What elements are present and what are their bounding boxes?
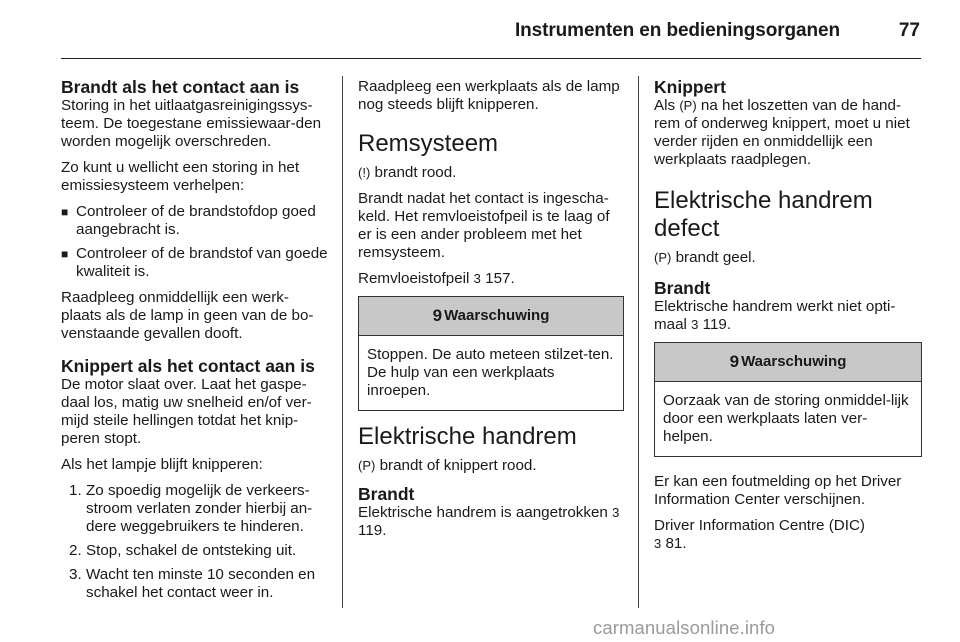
warning-body (359, 336, 623, 410)
column-divider-2 (638, 76, 639, 608)
header-rule (61, 58, 921, 59)
section-heading: Brandt als het contact aan is (61, 77, 300, 97)
section-heading: Brandt (358, 484, 415, 504)
column-2 (358, 78, 624, 548)
numbered-list (61, 482, 329, 602)
warning-box (654, 342, 922, 457)
warning-text: Stoppen. De auto meteen stilzet-ten. De hulp van een werkplaats inroepen. (367, 346, 614, 399)
paragraph (654, 298, 922, 334)
bullet-list (61, 203, 329, 281)
page-header-title: Instrumenten en bedieningsorganen (514, 20, 840, 41)
list-item (61, 566, 329, 602)
step-text: Stop, schakel de ontsteking uit. (86, 542, 297, 559)
warning-header (359, 297, 623, 336)
reference-page: 119. (358, 522, 387, 539)
list-item-text: Controleer of de brandstofdop goed aangebracht is. (76, 203, 316, 238)
paragraph (358, 504, 624, 540)
section-heading-large: Elektrische handrem (358, 423, 577, 450)
paragraph-text: na het loszetten van de hand-rem of onderweg knippert, moet u niet verder rijden en onmiddellijk een werkplaats raadplegen. (654, 97, 910, 168)
warning-title: Waarschuwing (741, 353, 847, 370)
reference-page: 119. (702, 316, 732, 333)
warning-triangle-icon: 9 (432, 306, 443, 325)
page-number: 77 (898, 20, 920, 41)
bullet-icon: ■ (61, 205, 69, 219)
paragraph: Zo kunt u wellicht een storing in het emissiesysteem verhelpen: (61, 159, 300, 194)
reference-label: Remvloeistofpeil (358, 270, 470, 287)
page-ref-arrow-icon: 3 (691, 317, 699, 332)
list-item-text: Controleer of de brandstof van goede kwaliteit is. (76, 245, 328, 280)
section-heading-large: Elektrische handrem defect (654, 187, 873, 242)
warning-text: Oorzaak van de storing onmiddel-lijk door een werkplaats laten ver-helpen. (663, 392, 909, 445)
parking-brake-icon: (P) (358, 458, 376, 473)
parking-brake-icon: (P) (679, 98, 697, 113)
list-item (61, 482, 329, 536)
paragraph: Storing in het uitlaatgasreinigingssys-teem. De toegestane emissiewaar-den worden mogelijk overschreden. (61, 97, 322, 150)
paragraph (358, 164, 624, 182)
section-heading: Knippert als het contact aan is (61, 356, 315, 376)
warning-body (655, 382, 921, 456)
paragraph: Als het lampje blijft knipperen: (61, 456, 263, 473)
section-heading: Brandt (654, 278, 711, 298)
warning-title: Waarschuwing (444, 307, 550, 324)
paragraph: Er kan een foutmelding op het Driver Information Center verschijnen. (654, 473, 902, 508)
warning-box (358, 296, 624, 411)
paragraph (654, 97, 922, 169)
column-3 (654, 78, 922, 561)
page-ref-arrow-icon: 3 (612, 505, 620, 520)
status-text: brandt geel. (671, 249, 756, 266)
parking-brake-icon: (P) (654, 250, 672, 265)
column-divider-1 (342, 76, 343, 608)
section-heading: Knippert (654, 77, 726, 97)
paragraph (358, 457, 624, 475)
step-text: Zo spoedig mogelijk de verkeers-stroom verlaten zonder hierbij an-dere weggebruikers te hinderen. (86, 482, 313, 535)
list-item (61, 245, 329, 281)
paragraph (358, 270, 624, 288)
status-text: brandt rood. (370, 164, 457, 181)
step-number: 1. (69, 482, 82, 499)
step-text: Wacht ten minste 10 seconden en schakel het contact weer in. (86, 566, 316, 601)
section-heading-large: Remsysteem (358, 130, 499, 157)
page-ref-arrow-icon: 3 (473, 271, 481, 286)
paragraph-text: Als (654, 97, 680, 114)
paragraph: Raadpleeg een werkplaats als de lamp nog steeds blijft knipperen. (358, 78, 620, 113)
reference-page: 157. (485, 270, 515, 287)
warning-triangle-icon: 9 (729, 352, 740, 371)
step-number: 3. (69, 566, 82, 583)
watermark: carmanualsonline.info (593, 617, 776, 638)
paragraph: De motor slaat over. Laat het gaspe-daal los, matig uw snelheid en/of ver-mijd steile hellingen totdat het knip-peren stopt. (61, 376, 312, 447)
brake-warning-icon: (!) (358, 165, 371, 180)
paragraph: Brandt nadat het contact is ingescha-keld. Het remvloeistofpeil is te laag of er is een ander probleem met het remsysteem. (358, 190, 610, 261)
paragraph (654, 517, 922, 553)
reference-label: Driver Information Centre (DIC) (654, 517, 865, 534)
list-item (61, 542, 329, 560)
paragraph-text: Elektrische handrem is aangetrokken (358, 504, 608, 521)
step-number: 2. (69, 542, 82, 559)
reference-page: 81. (665, 535, 687, 552)
column-1 (61, 78, 329, 610)
paragraph-text: Elektrische handrem werkt niet opti-maal (654, 298, 896, 333)
paragraph (654, 249, 922, 267)
paragraph: Raadpleeg onmiddellijk een werk-plaats als de lamp in geen van de bo-venstaande gevallen dooft. (61, 289, 314, 342)
warning-header (655, 343, 921, 382)
page-ref-arrow-icon: 3 (654, 536, 662, 551)
list-item (61, 203, 329, 239)
bullet-icon: ■ (61, 247, 69, 261)
status-text: brandt of knippert rood. (375, 457, 537, 474)
